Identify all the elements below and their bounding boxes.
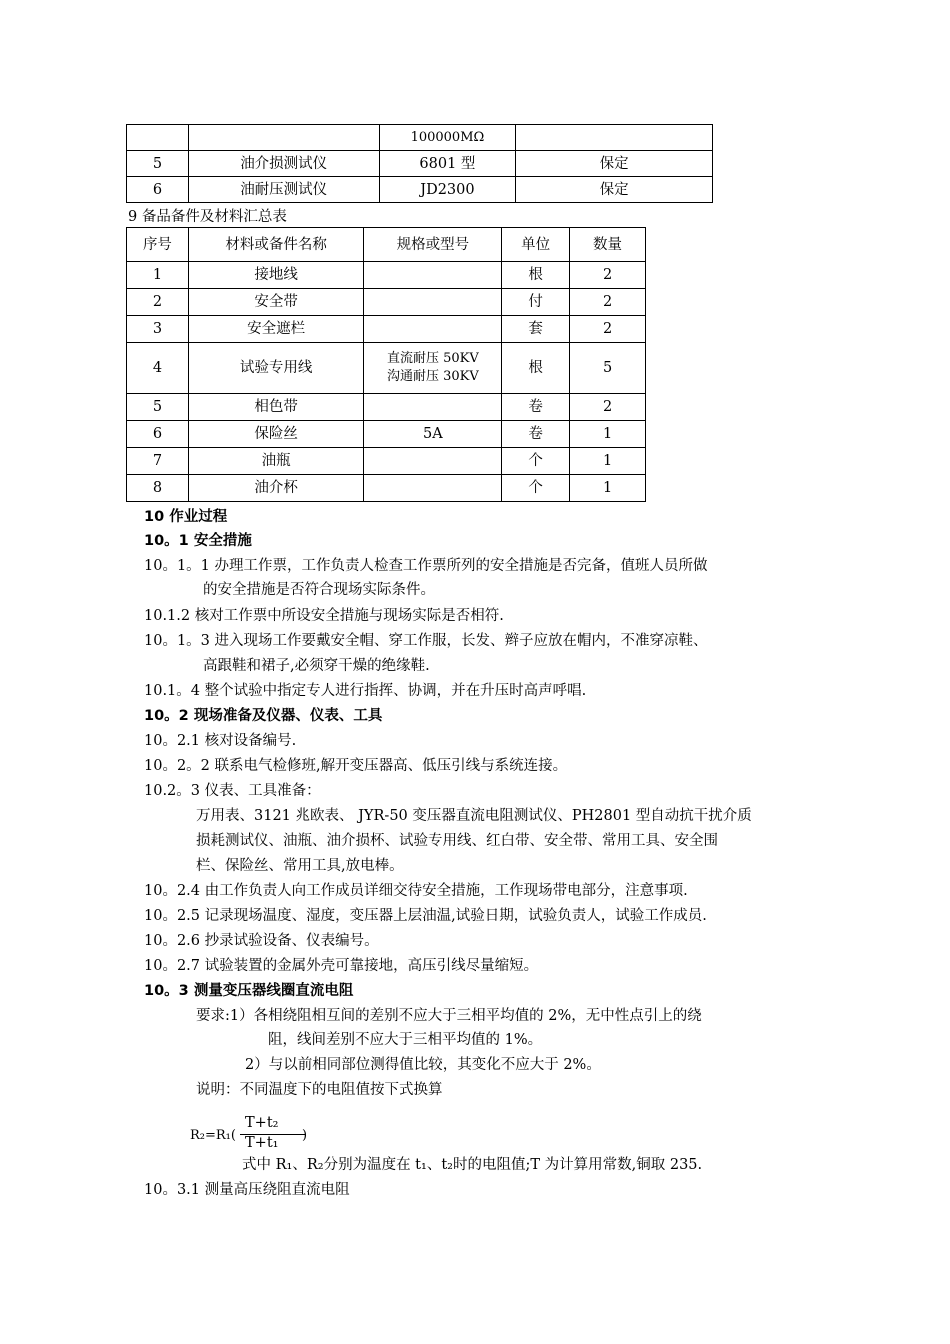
materials-table xyxy=(126,227,646,502)
paragraph: 的安全措施是否符合现场实际条件。 xyxy=(203,582,435,598)
table-row xyxy=(127,448,646,475)
cell-name: 安全遮栏 xyxy=(188,316,364,343)
cell-name: 保险丝 xyxy=(188,421,364,448)
cell-spec: 5A xyxy=(364,421,502,448)
paragraph: 栏、保险丝、常用工具,放电棒。 xyxy=(196,858,404,874)
cell-no xyxy=(127,125,189,151)
table-row xyxy=(127,262,646,289)
cell-qty: 2 xyxy=(570,262,646,289)
cell-remark: 保定 xyxy=(516,177,713,203)
header-spec: 规格或型号 xyxy=(364,228,502,262)
paragraph: 10。2.6 抄录试验设备、仪表编号。 xyxy=(144,933,379,949)
cell-unit: 根 xyxy=(502,262,570,289)
cell-qty: 1 xyxy=(570,421,646,448)
cell-name: 油介损测试仪 xyxy=(188,151,379,177)
cell-name: 接地线 xyxy=(188,262,364,289)
cell-name: 相色带 xyxy=(188,394,364,421)
table-row xyxy=(127,343,646,394)
paragraph: 高跟鞋和裙子,必须穿干燥的绝缘鞋. xyxy=(203,658,430,674)
table-row xyxy=(127,151,713,177)
cell-remark xyxy=(516,125,713,151)
paragraph: 10.1.2 核对工作票中所设安全措施与现场实际是否相符. xyxy=(144,608,504,624)
cell-spec xyxy=(364,394,502,421)
cell-unit: 个 xyxy=(502,475,570,502)
section-9-title: 9 备品备件及材料汇总表 xyxy=(128,209,287,225)
cell-unit: 套 xyxy=(502,316,570,343)
paragraph: 损耗测试仪、油瓶、油介损杯、试验专用线、红白带、安全带、常用工具、安全围 xyxy=(196,833,718,849)
paragraph: 10.2。3 仪表、工具准备： xyxy=(144,783,321,799)
formula-description: 式中 R₁、R₂分别为温度在 t₁、t₂时的电阻值;T 为计算用常数,铜取 235. xyxy=(242,1157,703,1173)
section-10-3-title: 10。3 测量变压器线圈直流电阻 xyxy=(144,983,354,999)
cell-name: 试验专用线 xyxy=(188,343,364,394)
cell-qty: 1 xyxy=(570,448,646,475)
header-name: 材料或备件名称 xyxy=(188,228,364,262)
cell-remark: 保定 xyxy=(516,151,713,177)
paragraph: 10。2.1 核对设备编号. xyxy=(144,733,297,749)
cell-no: 5 xyxy=(127,151,189,177)
cell-no: 1 xyxy=(127,262,189,289)
requirement-1-cont: 阻，线间差别不应大于三相平均值的 1%。 xyxy=(268,1032,543,1048)
header-no: 序号 xyxy=(127,228,189,262)
cell-qty: 2 xyxy=(570,394,646,421)
cell-name xyxy=(188,125,379,151)
table-row xyxy=(127,394,646,421)
cell-no: 4 xyxy=(127,343,189,394)
cell-name: 安全带 xyxy=(188,289,364,316)
table-row xyxy=(127,316,646,343)
header-qty: 数量 xyxy=(570,228,646,262)
cell-unit: 卷 xyxy=(502,421,570,448)
paragraph: 10。1。1 办理工作票，工作负责人检查工作票所列的安全措施是否完备，值班人员所做 xyxy=(144,558,708,574)
cell-name: 油瓶 xyxy=(188,448,364,475)
cell-no: 6 xyxy=(127,421,189,448)
note: 说明：不同温度下的电阻值按下式换算 xyxy=(196,1082,443,1098)
formula-rhs: ) xyxy=(302,1128,308,1143)
cell-name: 油介杯 xyxy=(188,475,364,502)
formula-denominator: T+t₁ xyxy=(245,1135,279,1151)
paragraph: 10。2.5 记录现场温度、湿度，变压器上层油温,试验日期，试验负责人，试验工作成员. xyxy=(144,908,707,924)
cell-no: 2 xyxy=(127,289,189,316)
section-10-2-title: 10。2 现场准备及仪器、仪表、工具 xyxy=(144,708,383,724)
cell-unit: 付 xyxy=(502,289,570,316)
cell-spec xyxy=(364,448,502,475)
table-row xyxy=(127,177,713,203)
paragraph: 10。2。2 联系电气检修班,解开变压器高、低压引线与系统连接。 xyxy=(144,758,568,774)
cell-unit: 个 xyxy=(502,448,570,475)
paragraph: 10。1。3 进入现场工作要戴安全帽、穿工作服，长发、辫子应放在帽内，不准穿凉鞋、 xyxy=(144,633,708,649)
cell-spec xyxy=(364,343,502,394)
paragraph: 万用表、3121 兆欧表、 JYR-50 变压器直流电阻测试仪、PH2801 型自动抗干扰介质 xyxy=(196,808,752,824)
cell-unit: 卷 xyxy=(502,394,570,421)
cell-no: 7 xyxy=(127,448,189,475)
cell-qty: 2 xyxy=(570,316,646,343)
table-row xyxy=(127,125,713,151)
table-row xyxy=(127,289,646,316)
cell-no: 8 xyxy=(127,475,189,502)
formula-numerator: T+t₂ xyxy=(245,1115,279,1131)
table-row xyxy=(127,421,646,448)
header-unit: 单位 xyxy=(502,228,570,262)
cell-model: JD2300 xyxy=(379,177,516,203)
paragraph: 10.1。4 整个试验中指定专人进行指挥、协调，并在升压时高声呼唱. xyxy=(144,683,587,699)
requirement-2: 2）与以前相同部位测得值比较，其变化不应大于 2%。 xyxy=(245,1057,601,1073)
cell-model: 100000MΩ xyxy=(379,125,516,151)
formula-lhs: R₂=R₁( xyxy=(190,1128,236,1143)
instrument-table xyxy=(126,124,713,203)
cell-no: 5 xyxy=(127,394,189,421)
cell-qty: 5 xyxy=(570,343,646,394)
cell-spec xyxy=(364,316,502,343)
cell-spec xyxy=(364,262,502,289)
cell-qty: 2 xyxy=(570,289,646,316)
cell-spec xyxy=(364,289,502,316)
table-row xyxy=(127,475,646,502)
requirement-1: 要求:1）各相绕阻相互间的差别不应大于三相平均值的 2%，无中性点引上的绕 xyxy=(196,1008,702,1024)
section-10-1-title: 10。1 安全措施 xyxy=(144,533,252,549)
paragraph: 10。2.7 试验装置的金属外壳可靠接地，高压引线尽量缩短。 xyxy=(144,958,539,974)
cell-spec xyxy=(364,475,502,502)
cell-no: 6 xyxy=(127,177,189,203)
spec-line: 直流耐压 50KV xyxy=(386,351,479,366)
cell-model: 6801 型 xyxy=(379,151,516,177)
section-10-title: 10 作业过程 xyxy=(144,509,228,525)
paragraph: 10。3.1 测量高压绕阻直流电阻 xyxy=(144,1182,350,1198)
table-header-row xyxy=(127,228,646,262)
spec-line: 沟通耐压 30KV xyxy=(386,369,479,384)
cell-name: 油耐压测试仪 xyxy=(188,177,379,203)
paragraph: 10。2.4 由工作负责人向工作成员详细交待安全措施，工作现场带电部分，注意事项. xyxy=(144,883,688,899)
cell-qty: 1 xyxy=(570,475,646,502)
cell-unit: 根 xyxy=(502,343,570,394)
cell-no: 3 xyxy=(127,316,189,343)
